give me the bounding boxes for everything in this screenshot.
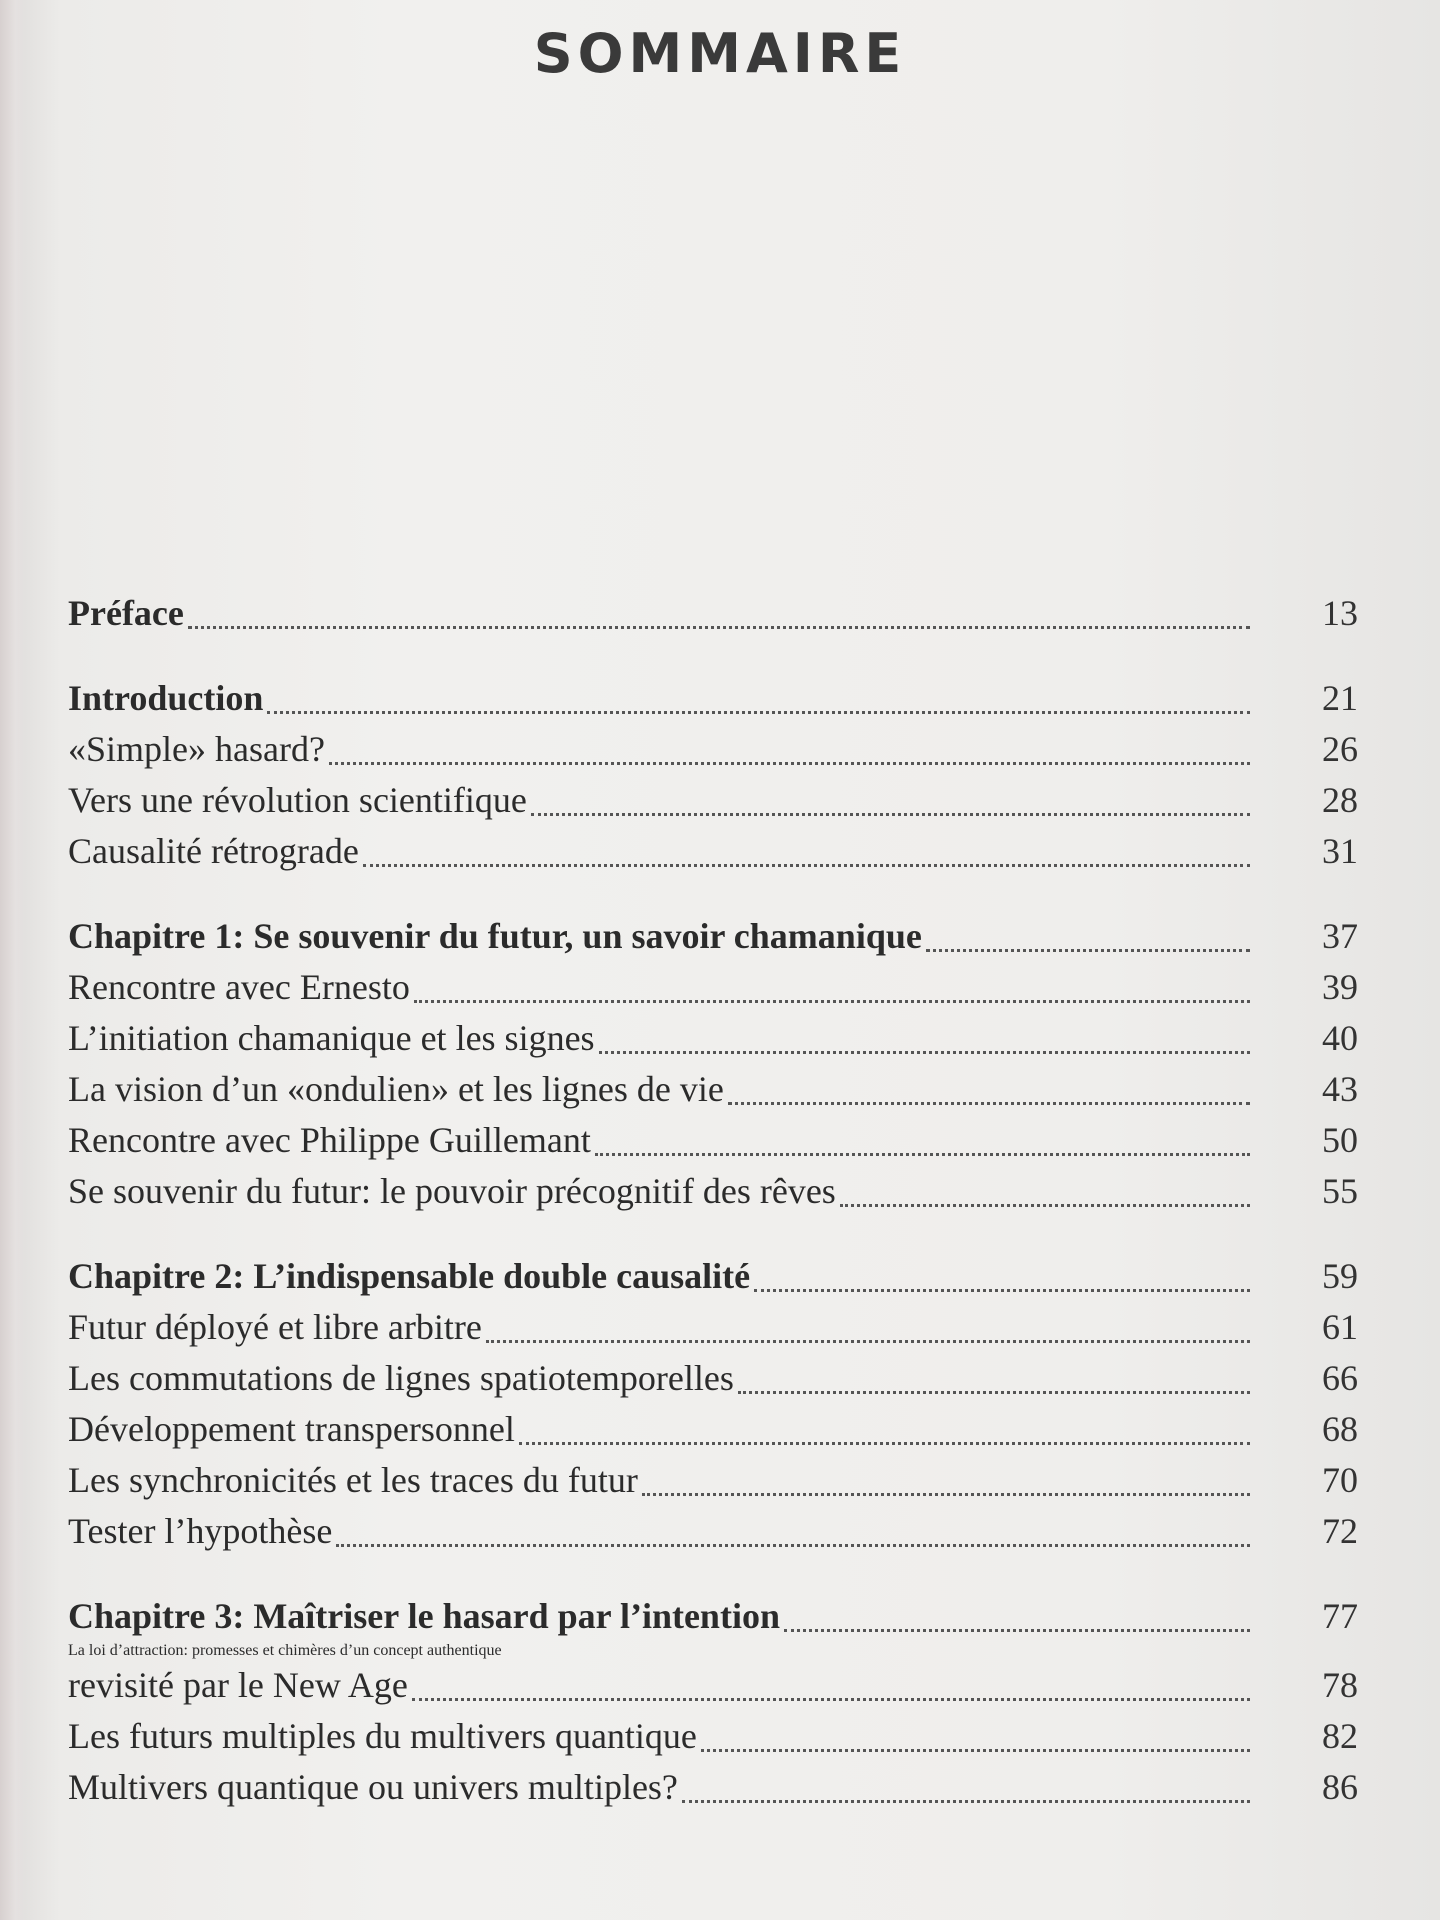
toc-page-number: 77 [1322, 1596, 1358, 1636]
toc-page-number: 68 [1322, 1409, 1358, 1449]
toc-page-number: 86 [1322, 1767, 1358, 1807]
toc-page-number: 40 [1322, 1018, 1358, 1058]
toc-entry [68, 1166, 1358, 1217]
dot-leader [754, 1289, 1250, 1292]
dot-leader [926, 949, 1250, 952]
toc-entry [68, 1404, 1358, 1455]
toc-entry [68, 1302, 1358, 1353]
toc-entry-title-line1: La loi d’attraction: promesses et chimères d’un concept authentique [68, 1642, 502, 1659]
dot-leader [682, 1800, 1250, 1803]
toc-chapter-heading [68, 1251, 1358, 1302]
toc-chapter-heading [68, 588, 1358, 639]
dot-leader [363, 864, 1250, 867]
toc-entry-title: revisité par le New Age [68, 1665, 408, 1705]
dot-leader [267, 711, 1250, 714]
dot-leader [412, 1698, 1250, 1701]
toc-page-number: 61 [1322, 1307, 1358, 1347]
toc-entry-title: Chapitre 1: Se souvenir du futur, un savoir chamanique [68, 916, 922, 956]
toc-entry-title: Chapitre 3: Maîtriser le hasard par l’intention [68, 1596, 780, 1636]
dot-leader [840, 1204, 1250, 1207]
dot-leader [188, 626, 1250, 629]
toc-chapter-heading [68, 911, 1358, 962]
toc-page-number: 28 [1322, 780, 1358, 820]
toc-page-number: 13 [1322, 593, 1358, 633]
toc-page-number: 50 [1322, 1120, 1358, 1160]
dot-leader [531, 813, 1250, 816]
dot-leader [728, 1102, 1250, 1105]
toc-entry [68, 1115, 1358, 1166]
toc-chapter-heading [68, 673, 1358, 724]
toc-section [68, 1251, 1358, 1557]
toc-entry-title: Rencontre avec Philippe Guillemant [68, 1120, 591, 1160]
toc-page-number: 21 [1322, 678, 1358, 718]
toc-page-number: 66 [1322, 1358, 1358, 1398]
toc-section [68, 673, 1358, 877]
toc-entry-title: Rencontre avec Ernesto [68, 967, 410, 1007]
toc-entry-title: Chapitre 2: L’indispensable double causalité [68, 1256, 751, 1296]
toc-entry [68, 1353, 1358, 1404]
toc-page-number: 70 [1322, 1460, 1358, 1500]
toc-entry [68, 1455, 1358, 1506]
toc-chapter-heading [68, 1591, 1358, 1642]
toc-entry-title: Développement transpersonnel [68, 1409, 515, 1449]
dot-leader [329, 762, 1250, 765]
dot-leader [414, 1000, 1250, 1003]
toc-page-number: 37 [1322, 916, 1358, 956]
toc-entry-title: Multivers quantique ou univers multiples? [68, 1767, 678, 1807]
toc-entry-title: La vision d’un «ondulien» et les lignes de vie [68, 1069, 724, 1109]
toc-entry-title: Futur déployé et libre arbitre [68, 1307, 482, 1347]
dot-leader [486, 1340, 1250, 1343]
toc-page-number: 31 [1322, 831, 1358, 871]
toc-entry [68, 1013, 1358, 1064]
toc-section [68, 588, 1358, 639]
dot-leader [738, 1391, 1250, 1394]
dot-leader [595, 1153, 1250, 1156]
toc-entry [68, 1064, 1358, 1115]
toc-entry [68, 1762, 1358, 1813]
toc-entry-title: Les futurs multiples du multivers quantique [68, 1716, 697, 1756]
toc-section [68, 911, 1358, 1217]
toc-entry-title: «Simple» hasard? [68, 729, 325, 769]
page-title: SOMMAIRE [533, 22, 907, 85]
dot-leader [784, 1629, 1250, 1632]
toc-page-number: 43 [1322, 1069, 1358, 1109]
toc-entry-title: Préface [68, 593, 184, 633]
toc-entry-title: Introduction [68, 678, 264, 718]
toc-entry [68, 1660, 1358, 1711]
toc-entry [68, 724, 1358, 775]
toc-entry [68, 775, 1358, 826]
toc-entry-title: Tester l’hypothèse [68, 1511, 333, 1551]
toc-entry [68, 826, 1358, 877]
toc-page-number: 78 [1322, 1665, 1358, 1705]
toc-entry [68, 1711, 1358, 1762]
toc-entry [68, 1506, 1358, 1557]
toc-entry-title: Causalité rétrograde [68, 831, 359, 871]
toc-page-number: 39 [1322, 967, 1358, 1007]
toc-page-number: 26 [1322, 729, 1358, 769]
dot-leader [599, 1051, 1250, 1054]
toc-entry-title: L’initiation chamanique et les signes [68, 1018, 595, 1058]
page-edge-shadow [0, 0, 26, 1920]
toc-entry-title: Vers une révolution scientifique [68, 780, 527, 820]
toc-entry-title: Se souvenir du futur: le pouvoir précognitif des rêves [68, 1171, 836, 1211]
table-of-contents [68, 588, 1358, 1847]
toc-page-number: 55 [1322, 1171, 1358, 1211]
toc-entry-title: Les commutations de lignes spatiotemporelles [68, 1358, 734, 1398]
dot-leader [519, 1442, 1250, 1445]
dot-leader [642, 1493, 1250, 1496]
toc-entry-title: Les synchronicités et les traces du futur [68, 1460, 638, 1500]
toc-page-number: 59 [1322, 1256, 1358, 1296]
dot-leader [336, 1544, 1250, 1547]
toc-page-number: 82 [1322, 1716, 1358, 1756]
toc-page-number: 72 [1322, 1511, 1358, 1551]
toc-entry [68, 962, 1358, 1013]
dot-leader [701, 1749, 1250, 1752]
toc-section [68, 1591, 1358, 1813]
